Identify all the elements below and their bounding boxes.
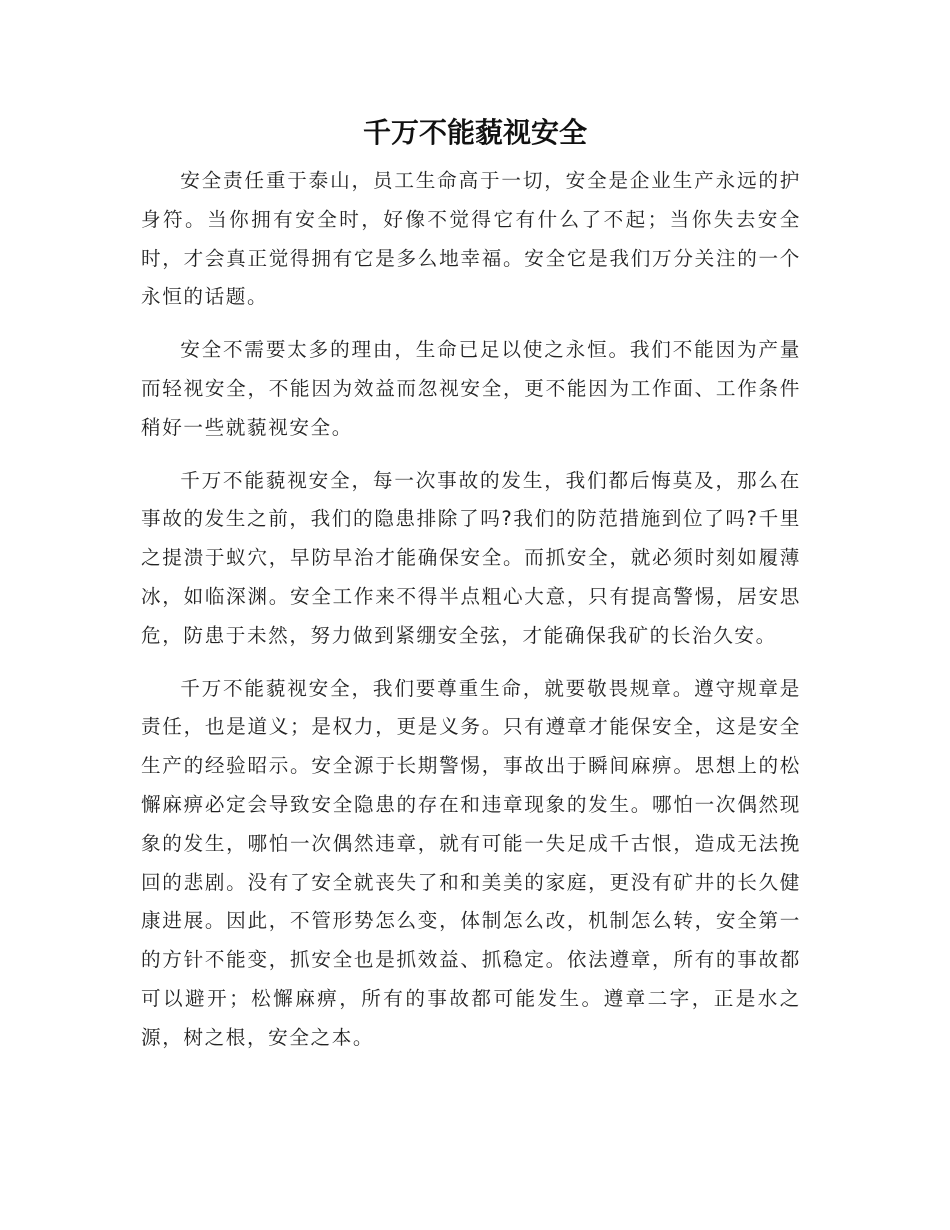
document-title: 千万不能藐视安全: [362, 116, 587, 149]
paragraph-3: 千万不能藐视安全，每一次事故的发生，我们都后悔莫及，那么在事故的发生之前，我们的隐患排除了吗?我们的防范措施到位了吗?千里之提溃于蚁穴，早防早治才能确保安全。而抓安全，就必须时刻如履薄冰，如临深渊。安全工作来不得半点粗心大意，只有提高警惕，居安思危，防患于未然，努力做到紧绷安全弦，才能确保我矿的长治久安。: [141, 468, 801, 647]
paragraph-4: 千万不能藐视安全，我们要尊重生命，就要敬畏规章。遵守规章是责任，也是道义；是权力，更是义务。只有遵章才能保安全，这是安全生产的经验昭示。安全源于长期警惕，事故出于瞬间麻痹。思想上的松懈麻痹必定会导致安全隐患的存在和违章现象的发生。哪怕一次偶然现象的发生，哪怕一次偶然违章，就有可能一失足成千古恨，造成无法挽回的悲剧。没有了安全就丧失了和和美美的家庭，更没有矿井的长久健康进展。因此，不管形势怎么变，体制怎么改，机制怎么转，安全第一的方针不能变，抓安全也是抓效益、抓稳定。依法遵章，所有的事故都可以避开；松懈麻痹，所有的事故都可能发生。遵章二字，正是水之源，树之根，安全之本。: [141, 676, 801, 1049]
paragraph-1: 安全责任重于泰山，员工生命高于一切，安全是企业生产永远的护身符。当你拥有安全时，好像不觉得它有什么了不起；当你失去安全时，才会真正觉得拥有它是多么地幸福。安全它是我们万分关注的一个永恒的话题。: [141, 169, 801, 309]
paragraph-2: 安全不需要太多的理由，生命已足以使之永恒。我们不能因为产量而轻视安全，不能因为效益而忽视安全，更不能因为工作面、工作条件稍好一些就藐视安全。: [141, 338, 801, 439]
document-body: [141, 162, 801, 1072]
